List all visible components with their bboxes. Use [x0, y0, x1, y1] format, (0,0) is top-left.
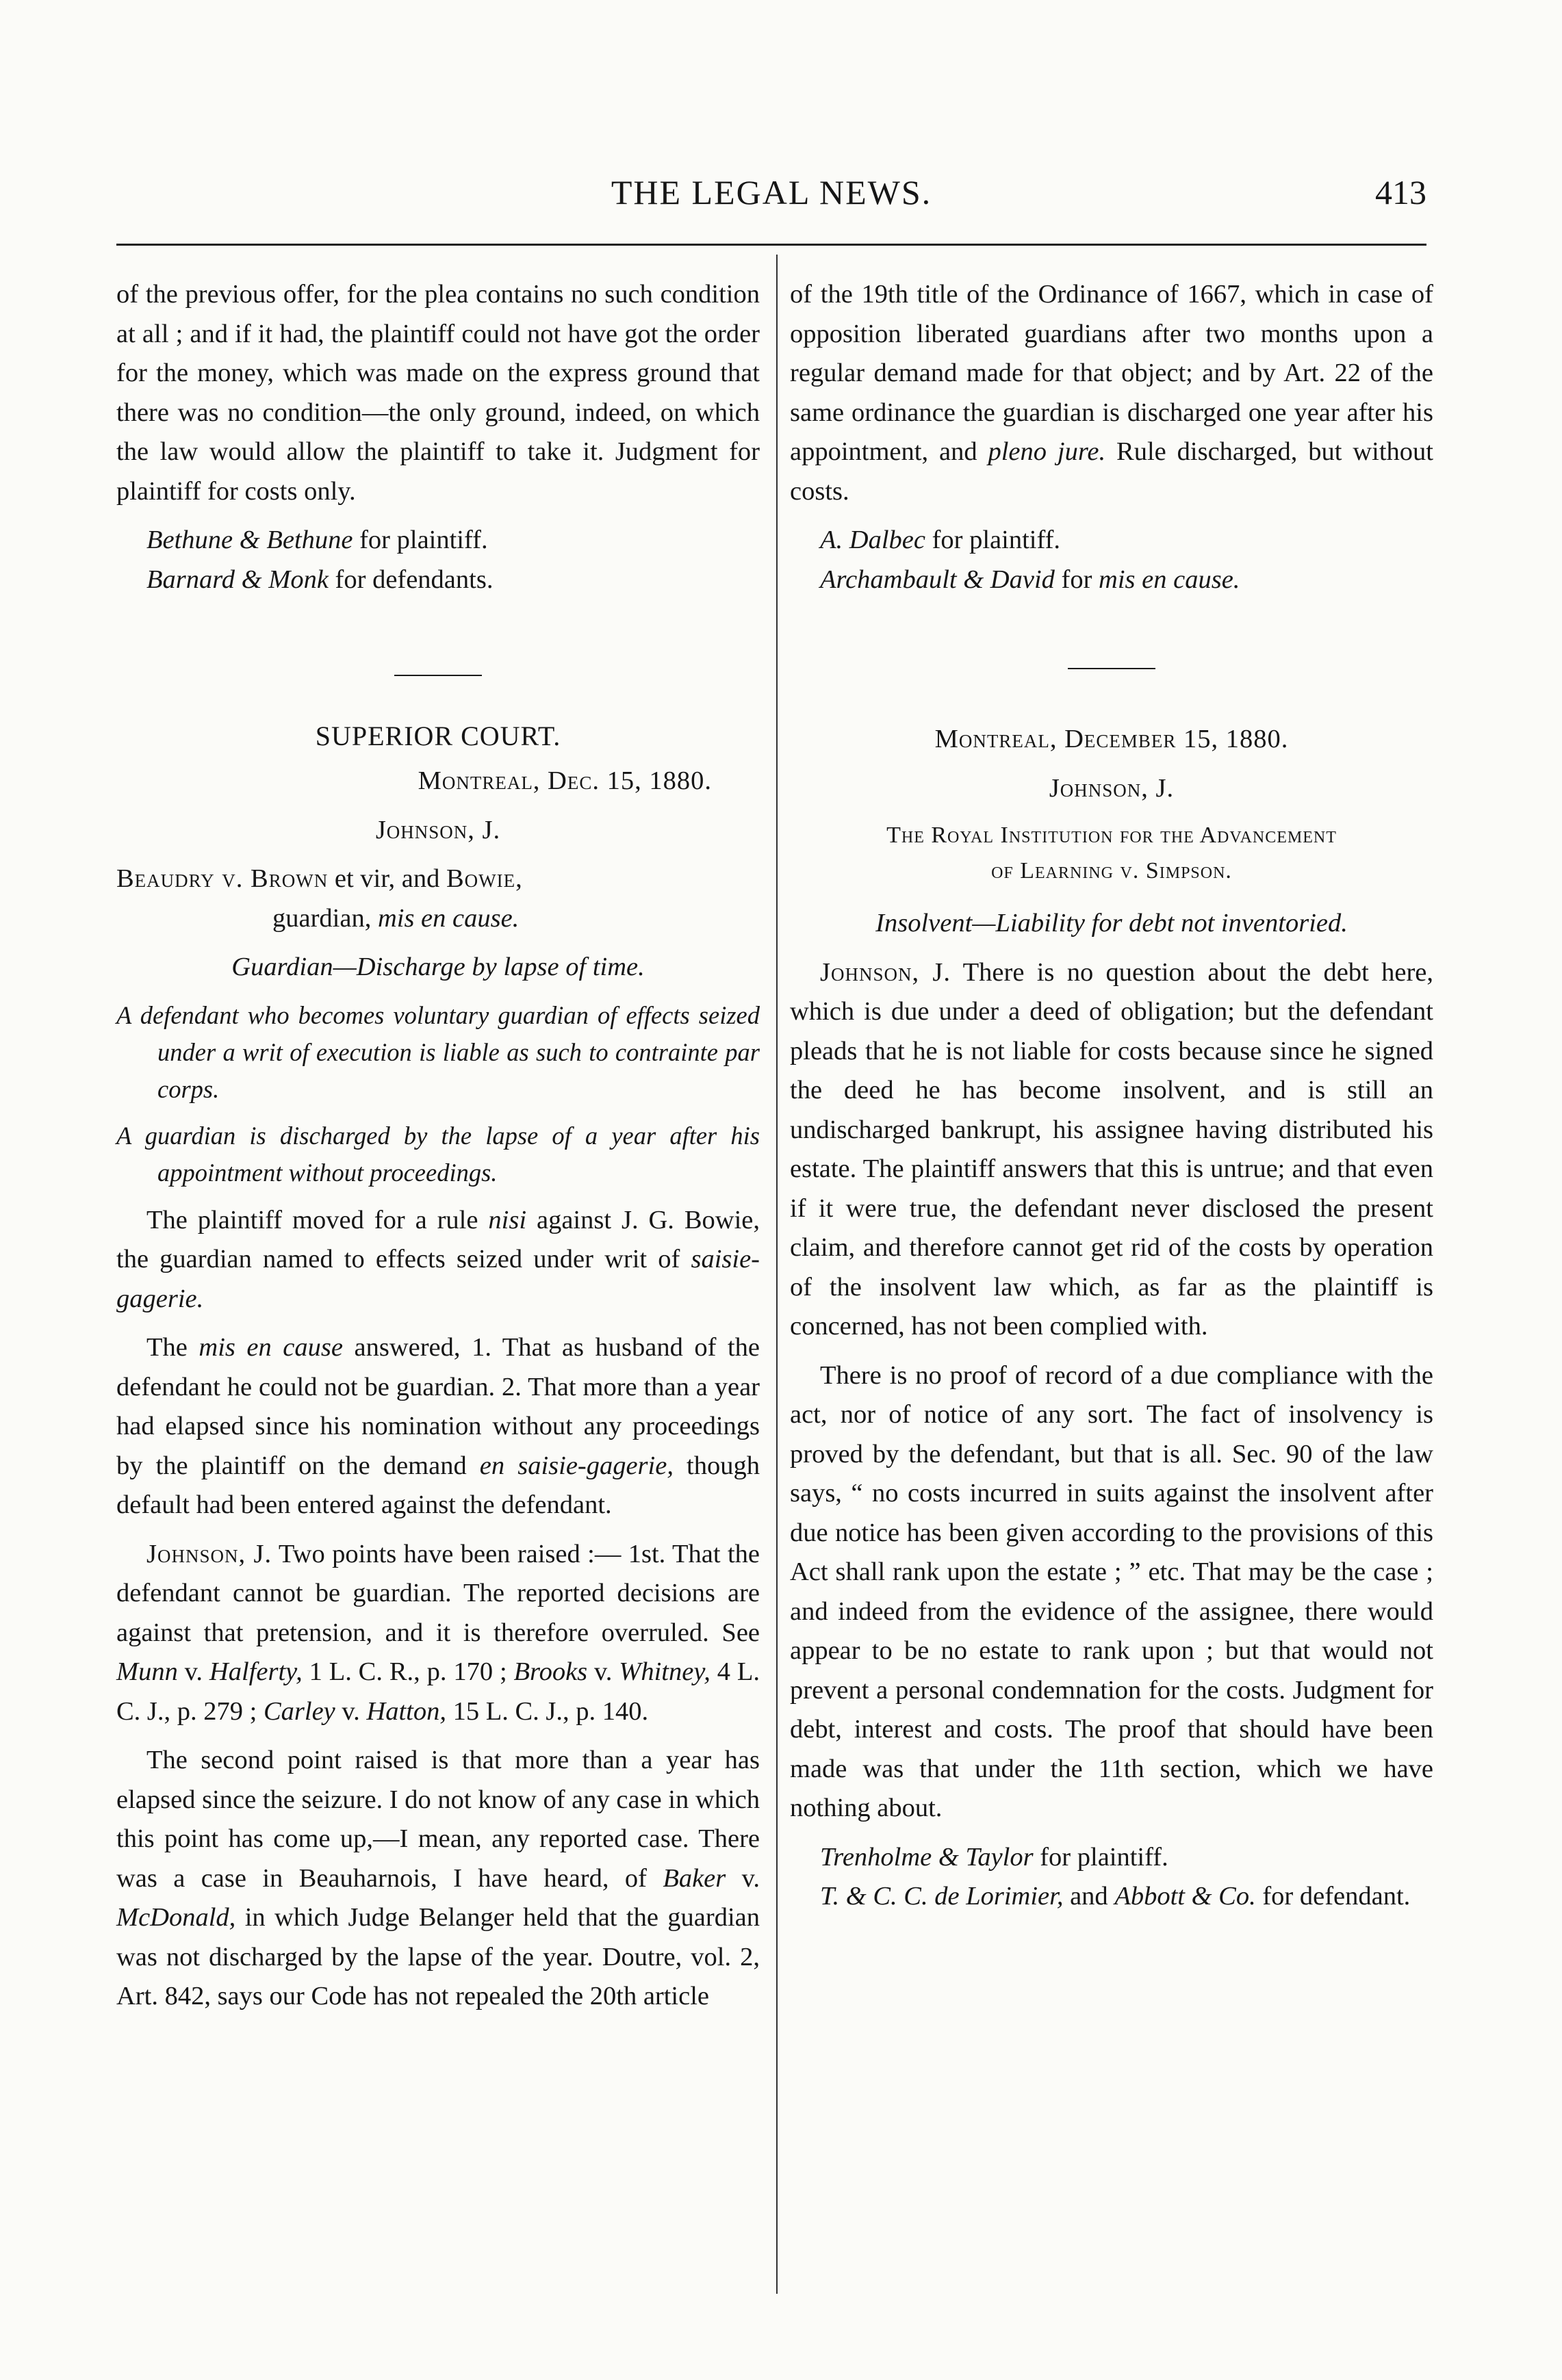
case-parties: The Royal Institution for the Advancement	[886, 823, 1337, 848]
syllabus-item: A defendant who becomes voluntary guardian of effects seized under a writ of execution is liable as such to contrainte par corps.	[116, 1000, 760, 1103]
text-run: of the 19th title of the Ordinance of 1667, which in case of opposition liberated guardians after two months upon a regular demand made for that object; and by Art. 22 of the same ordinance the guardian is discharged one year after his appointment, and	[790, 280, 1433, 466]
text-run: against J. G. Bowie, the guardian named to effects seized under writ of	[116, 1205, 760, 1273]
right-column	[790, 275, 1433, 1917]
case-parties: Beaudry v. Brown	[116, 864, 329, 893]
case-parties: of Learning v. Simpson.	[991, 858, 1232, 883]
text-run: 15 L. C. J., p. 140.	[446, 1696, 649, 1726]
case-text: et vir, and	[328, 864, 446, 893]
case-citation: McDonald,	[116, 1903, 236, 1932]
dateline: Montreal, December 15, 1880.	[934, 725, 1289, 753]
text-run: in which Judge Belanger held that the guardian was not discharged by the lapse of the year. Doutre, vol. 2, Art. 842, says our Code has not repealed the 20th article	[116, 1903, 760, 2010]
text-run: The second point raised is that more than a year has elapsed since the seizure. I do not know of any case in which this point has come up,—I mean, any reported case. There was a case in Beauharnois, I have heard, of	[116, 1746, 760, 1893]
case-citation: Halferty,	[209, 1657, 303, 1686]
counsel-names: Bethune & Bethune	[146, 526, 353, 554]
paragraph-continuation	[790, 275, 1433, 511]
case-citation: Carley	[263, 1696, 335, 1726]
text-run: Two points have been raised :— 1st. That the defendant cannot be guardian. The reported decisions are against that pretension, and it is therefore overruled. See	[116, 1539, 760, 1647]
case-citation: Whitney,	[619, 1657, 710, 1686]
judge-name: Johnson, J.	[1049, 773, 1175, 803]
judge-name: Johnson, J.	[146, 1539, 272, 1568]
headnote: Insolvent—Liability for debt not inventoried.	[875, 909, 1348, 937]
syllabus-item: A guardian is discharged by the lapse of a year after his appointment without proceedings.	[116, 1121, 760, 1187]
judge-name: Johnson, J.	[375, 815, 501, 844]
counsel-names: Archambault & David	[820, 565, 1055, 594]
text-run: There is no question about the debt here, which is due under a deed of obligation; but the defendant pleads that he is not liable for costs because since he signed the deed he has become insolvent, and is still an undischarged bankrupt, his assignee having distributed his estate. The plaintiff answers that this is untrue; and that even if it were true, the defendant never disclosed the present claim, and therefore cannot get rid of the costs by operation of the insolvent law which, as far as the plaintiff is concerned, has not been complied with.	[790, 957, 1433, 1341]
running-head	[116, 172, 1426, 222]
text-run: answered, 1. That as husband of the defendant he could not be guardian. 2. That more than a year had elapsed since his nomination without any proceedings by the plaintiff on the demand	[116, 1333, 760, 1480]
text-run: The plaintiff moved for a rule	[146, 1205, 489, 1234]
journal-title: THE LEGAL NEWS.	[611, 173, 932, 211]
case-name	[790, 818, 1433, 889]
text-run: v.	[587, 1657, 619, 1686]
text-run: v.	[177, 1657, 209, 1686]
case-text: guardian,	[272, 903, 378, 933]
counsel-role: for plaintiff.	[353, 526, 488, 554]
text-run: Rule discharged, but without costs.	[790, 437, 1433, 506]
case-parties: Bowie,	[446, 864, 523, 893]
case-name	[116, 859, 760, 938]
body-paragraph	[116, 1328, 760, 1525]
dateline: Montreal, Dec. 15, 1880.	[418, 766, 712, 795]
text-run: 4 L. C. J., p. 279 ;	[116, 1657, 760, 1726]
body-paragraph	[116, 1535, 760, 1732]
counsel-names: Trenholme & Taylor	[820, 1842, 1034, 1872]
case-text: mis en cause.	[377, 903, 520, 933]
counsel-line	[790, 1838, 1433, 1878]
text-run: and	[1063, 1882, 1115, 1911]
counsel-line	[790, 521, 1433, 560]
counsel-line	[790, 1877, 1433, 1917]
text-run: mis en cause	[199, 1333, 343, 1362]
text-run: The	[146, 1333, 199, 1362]
counsel-role: for defendants.	[328, 565, 494, 594]
counsel-names: A. Dalbec	[820, 526, 925, 554]
text-run: pleno jure.	[988, 437, 1106, 466]
counsel-line	[116, 560, 760, 600]
case-citation: Munn	[116, 1657, 178, 1686]
text-run: 1 L. C. R., p. 170 ;	[302, 1657, 514, 1686]
body-paragraph	[116, 1201, 760, 1319]
judge-name: Johnson, J.	[820, 957, 951, 987]
court-heading: SUPERIOR COURT.	[315, 721, 561, 751]
text-run: v.	[335, 1696, 367, 1726]
counsel-role: for defendant.	[1255, 1882, 1411, 1911]
text-run: v.	[726, 1863, 760, 1893]
counsel-names: Barnard & Monk	[146, 565, 329, 594]
counsel-line	[116, 521, 760, 560]
counsel-role: for	[1054, 565, 1099, 594]
text-run: en saisie-gagerie,	[479, 1451, 674, 1480]
counsel-role: for plaintiff.	[1033, 1842, 1168, 1872]
body-paragraph: There is no proof of record of a due compliance with the act, nor of notice of any sort. The fact of insolvency is proved by the defendant, but that is all. Sec. 90 of the law says, “ no costs incurred in suits against the insolvent after due notice has been given according to the provisions of this Act shall rank upon the estate ; ” etc. That may be the case ; and indeed from the evidence of the assignee, there would appear to be no estate to rank upon ; but that would not prevent a personal condemnation for the costs. Judgment for debt, interest and costs. The proof that should have been made was that under the 11th section, which we have nothing about.	[790, 1360, 1433, 1822]
headnote: Guardian—Discharge by lapse of time.	[231, 953, 645, 981]
page-number: 413	[1375, 173, 1426, 211]
case-citation: Baker	[663, 1863, 726, 1893]
left-column	[116, 275, 760, 2026]
counsel-names: Abbott & Co.	[1114, 1882, 1256, 1911]
column-divider	[776, 255, 778, 2294]
body-paragraph	[790, 953, 1433, 1347]
counsel-names: T. & C. C. de Lorimier,	[820, 1882, 1064, 1911]
counsel-role: mis en cause.	[1099, 565, 1240, 594]
text-run: though default had been entered against the defendant.	[116, 1451, 760, 1519]
text-run: nisi	[488, 1205, 527, 1234]
header-rule	[116, 244, 1426, 246]
counsel-line	[790, 560, 1433, 600]
case-citation: Hatton,	[366, 1696, 446, 1726]
body-paragraph	[116, 1741, 760, 2017]
text-run: saisie-gagerie.	[116, 1245, 760, 1313]
case-citation: Brooks	[513, 1657, 588, 1686]
paragraph-continuation: of the previous offer, for the plea contains no such condition at all ; and if it had, the plaintiff could not have got the order for the money, which was made on the express ground that there was no condition—the only ground, indeed, on which the law would allow the plaintiff to take it. Judgment for plaintiff for costs only.	[116, 280, 760, 506]
counsel-role: for plaintiff.	[925, 526, 1061, 554]
